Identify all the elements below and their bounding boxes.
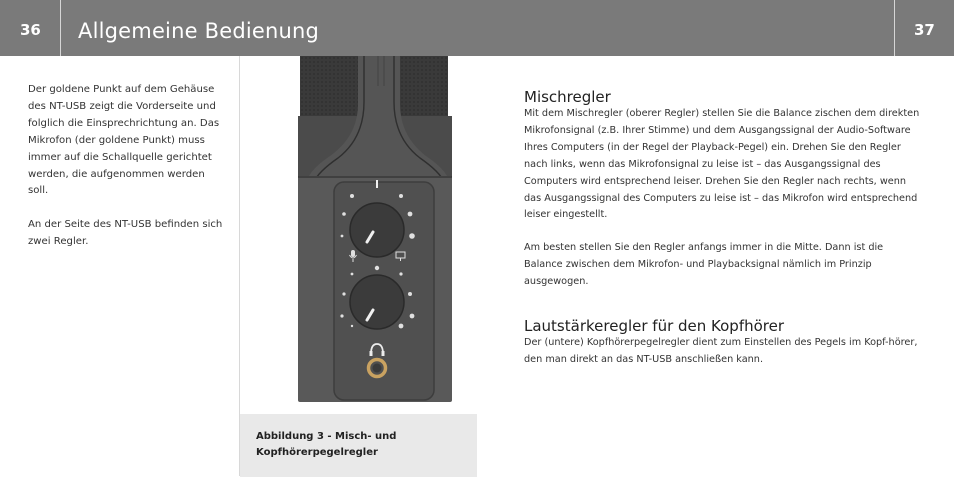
page-number-left: 36 bbox=[20, 21, 41, 39]
page-number-right: 37 bbox=[914, 21, 935, 39]
kopfhoerer-paragraph-1: Der (untere) Kopfhörerpegelregler dient zum Einstellen des Pegels im Kopf-hörer, den man direkt an das NT-USB anschließen kann. bbox=[524, 337, 918, 365]
section-heading-kopfhoerer: Lautstärkeregler für den Kopfhörer bbox=[524, 317, 785, 336]
microphone-illustration bbox=[240, 56, 477, 414]
left-column bbox=[28, 82, 228, 268]
section-heading-mischregler: Mischregler bbox=[524, 88, 611, 106]
figure-caption-box bbox=[240, 414, 477, 477]
page-title: Allgemeine Bedienung bbox=[78, 19, 320, 43]
page-header bbox=[0, 0, 954, 56]
microphone-figure bbox=[240, 56, 477, 414]
left-paragraph-2: An der Seite des NT-USB befinden sich zwei Regler. bbox=[28, 219, 223, 248]
header-divider-left bbox=[60, 0, 61, 56]
mischregler-paragraph-2: Am besten stellen Sie den Regler anfangs immer in die Mitte. Dann ist die Balance zwischen dem Mikrofon- und Playbacksignal nämlich im Prinzip ausgewogen. bbox=[524, 242, 884, 288]
figure-caption: Abbildung 3 - Misch- und Kopfhörerpegelregler bbox=[256, 431, 397, 458]
header-divider-right bbox=[894, 0, 895, 56]
right-column bbox=[524, 88, 924, 369]
left-paragraph-1: Der goldene Punkt auf dem Gehäuse des NT-USB zeigt die Vorderseite und folglich die Einsprechrichtung an. Das Mikrofon (der goldene Punkt) muss immer auf die Schallquelle gerichtet werden, die aufgenommen werden soll. bbox=[28, 84, 220, 197]
mischregler-paragraph-1: Mit dem Mischregler (oberer Regler) stellen Sie die Balance zischen dem direkten Mikrofonsignal (z.B. Ihrer Stimme) und dem Ausgangssignal der Audio-Software Ihres Computers (in der Regel der Playback-Pegel) ein. Drehen Sie den Regler nach links, wenn das Mikrofonsignal zu leise ist – das Ausgangssignal des Computers wird entsprechend leiser. Drehen Sie den Regler nach rechts, wenn das Ausgangssignal des Computers zu leise ist – das Mikrofon wird entsprechend leiser eingestellt. bbox=[524, 108, 920, 221]
